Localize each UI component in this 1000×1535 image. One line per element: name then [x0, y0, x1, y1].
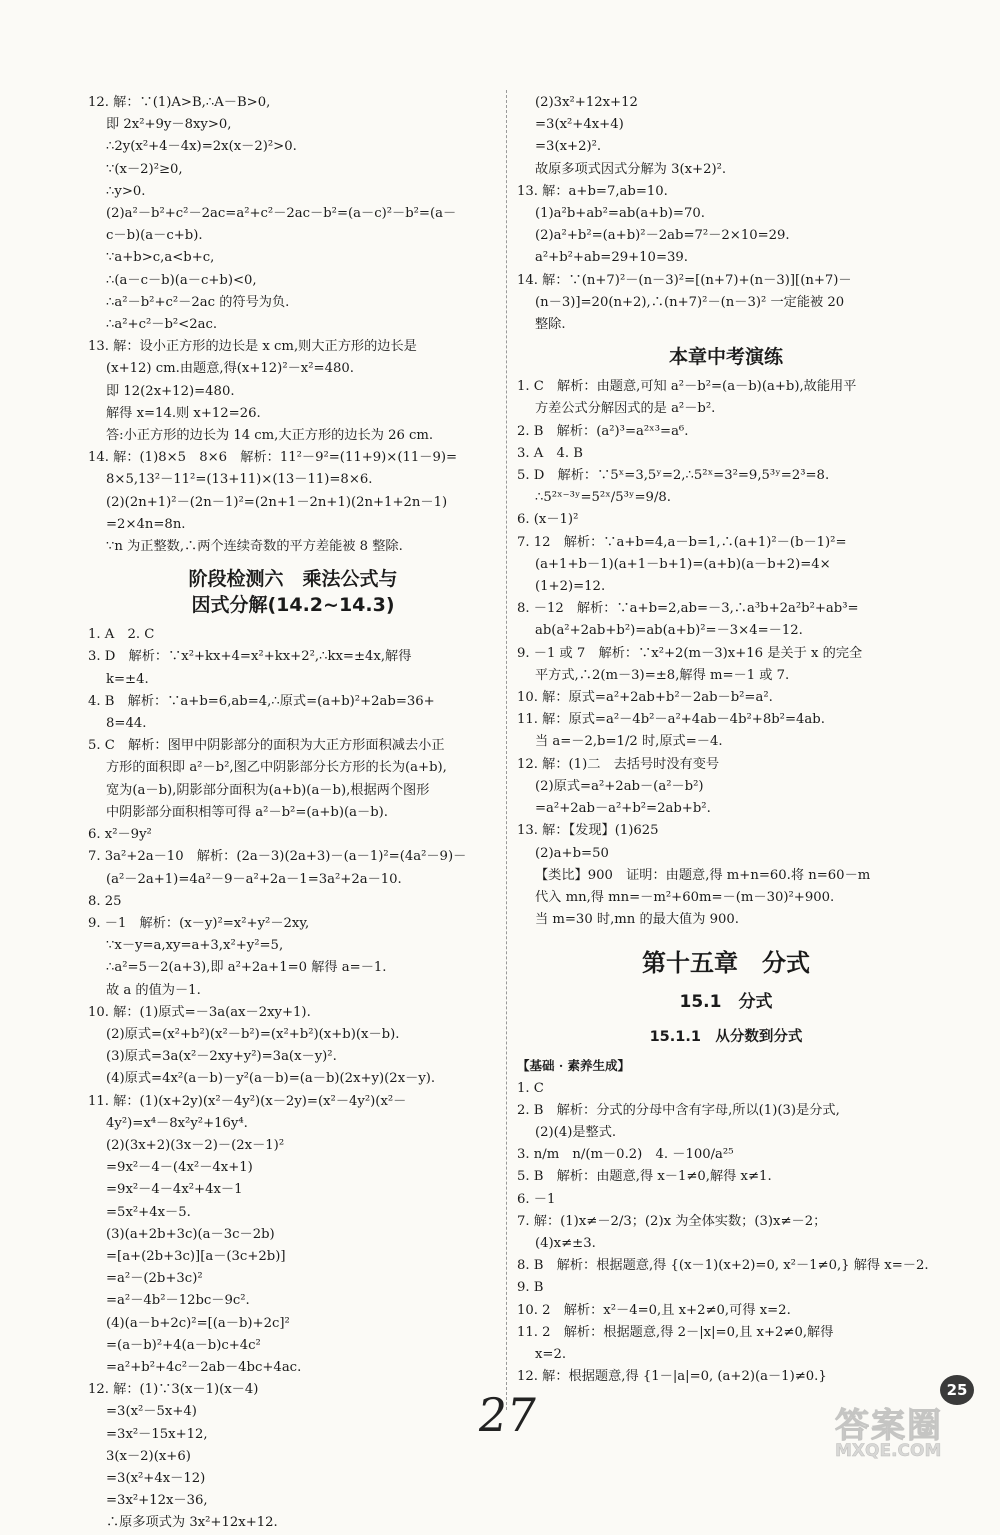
answer-line: a²+b²+ab=29+10=39.: [535, 250, 688, 266]
answer-line: =3x²+12x－36,: [106, 1493, 208, 1509]
answer-line: 9. B: [517, 1280, 544, 1296]
basic-skills-tag: 【基础 · 素养生成】: [517, 1058, 631, 1074]
answer-line: =3x²－15x+12,: [106, 1426, 208, 1442]
watermark-logo: 答案圈: [835, 1406, 943, 1446]
answer-line: 13. 解：设小正方形的边长是 x cm,则大正方形的边长是: [88, 339, 417, 355]
answer-line: =5x²+4x－5.: [106, 1204, 191, 1220]
answer-line: =a²－4b²－12bc－9c².: [106, 1293, 250, 1309]
answer-line: 9. －1 或 7 解析：∵x²+2(m－3)x+16 是关于 x 的完全: [517, 645, 863, 661]
answer-line: ∵x－y=a,xy=a+3,x²+y²=5,: [106, 938, 284, 954]
section-title-line-2: 因式分解(14.2~14.3): [191, 594, 395, 617]
answer-line: 故 a 的值为－1.: [106, 982, 201, 998]
answer-line: ab(a²+2ab+b²)=ab(a+b)²=－3×4=－12.: [535, 623, 803, 639]
answer-line: 3. D 解析：∵x²+kx+4=x²+kx+2²,∴kx=±4x,解得: [88, 649, 412, 665]
answer-line: (a²－2a+1)=4a²－9－a²+2a－1=3a²+2a－10.: [106, 871, 402, 887]
answer-line: (4)x≠±3.: [535, 1235, 596, 1251]
answer-line: 答:小正方形的边长为 14 cm,大正方形的边长为 26 cm.: [106, 428, 434, 444]
answer-line: 3. n/m n/(m－0.2) 4. －100/a²⁵: [517, 1147, 734, 1163]
column-divider: [506, 90, 507, 1410]
answer-line: 12. 解：(1)∵3(x－1)(x－4): [88, 1382, 259, 1398]
answer-line: ∴5²ˣ⁻³ʸ=5²ˣ/5³ʸ=9/8.: [535, 490, 671, 506]
answer-line: 即 2x²+9y－8xy>0,: [106, 117, 232, 133]
handwritten-page-number: 27: [474, 1388, 541, 1442]
answer-line: ∴(a－c－b)(a－c+b)<0,: [106, 272, 257, 288]
answer-line: =a²－(2b+3c)²: [106, 1271, 203, 1287]
left-answers-block-a: [88, 92, 498, 558]
right-answers-block-c: [517, 1078, 935, 1389]
answer-line: 解得 x=14.则 x+12=26.: [106, 405, 261, 421]
answer-line: 13. 解：a+b=7,ab=10.: [517, 183, 668, 199]
answer-line: 6. －1: [517, 1191, 556, 1207]
answer-line: ∴y>0.: [106, 183, 146, 199]
answer-line: (2)(2n+1)²－(2n－1)²=(2n+1－2n+1)(2n+1+2n－1): [106, 494, 448, 510]
answer-line: 12. 解：∵(1)A>B,∴A－B>0,: [88, 95, 271, 110]
answer-line: 10. 解：原式=a²+2ab+b²－2ab－b²=a².: [517, 690, 773, 706]
answer-line: =3(x²+4x+4): [535, 117, 624, 133]
sub-subsection-title: 15.1.1 从分数到分式: [649, 1029, 803, 1046]
answer-line: =(a－b)²+4(a－b)c+4c²: [106, 1337, 261, 1353]
answer-line: 中阴影部分面积相等可得 a²－b²=(a+b)(a－b).: [106, 804, 388, 820]
answer-line: =3(x²－5x+4): [106, 1404, 197, 1420]
answer-line: 11. 解：原式=a²－4b²－a²+4ab－4b²+8b²=4ab.: [517, 712, 825, 728]
left-column: [88, 92, 498, 1535]
answer-line: =2×4n=8n.: [106, 516, 186, 532]
answer-line: 4y²)=x⁴－8x²y²+16y⁴.: [106, 1115, 248, 1131]
answer-line: 10. 2 解析：x²－4=0,且 x+2≠0,可得 x=2.: [517, 1302, 791, 1318]
left-answers-block-b: [88, 624, 498, 1534]
answer-line: 3. A 4. B: [517, 445, 583, 461]
answer-line: 2. B 解析：分式的分母中含有字母,所以(1)(3)是分式,: [517, 1102, 840, 1118]
answer-line: =3(x²+4x－12): [106, 1470, 206, 1486]
right-answers-block-a: [517, 92, 935, 336]
answer-line: (x+12) cm.由题意,得(x+12)²－x²=480.: [106, 361, 354, 377]
answer-line: 宽为(a－b),阴影部分面积为(a+b)(a－b),根据两个图形: [106, 782, 430, 798]
answer-line: =9x²－4－4x²+4x－1: [106, 1182, 243, 1198]
answer-line: (2)(3x+2)(3x－2)－(2x－1)²: [106, 1137, 285, 1153]
answer-line: 即 12(2x+12)=480.: [106, 383, 235, 399]
answer-line: 12. 解：根据题意,得 {1－|a|=0, (a+2)(a－1)≠0.}: [517, 1369, 827, 1385]
answer-line: x=2.: [535, 1346, 567, 1362]
answer-line: 5. B 解析：由题意,得 x－1≠0,解得 x≠1.: [517, 1169, 772, 1185]
answer-line: 9. －1 解析：(x－y)²=x²+y²－2xy,: [88, 915, 310, 931]
answer-line: (4)(a－b+2c)²=[(a－b)+2c]²: [106, 1315, 290, 1331]
answer-line: 1. C 解析：由题意,可知 a²－b²=(a－b)(a+b),故能用平: [517, 379, 857, 395]
answer-line: 8×5,13²－11²=(13+11)×(13－11)=8×6.: [106, 472, 373, 488]
answer-line: =3(x+2)².: [535, 139, 602, 155]
answer-line: =a²+b²+4c²－2ab－4bc+4ac.: [106, 1359, 302, 1375]
answer-line: 8. －12 解析：∵a+b=2,ab=－3,∴a³b+2a²b²+ab³=: [517, 601, 859, 617]
answer-line: 当 a=－2,b=1/2 时,原式=－4.: [535, 734, 723, 750]
section-title-stage-test-6: [88, 566, 498, 618]
answer-line: (2)a+b=50: [535, 845, 609, 861]
right-column: [517, 92, 935, 1388]
answer-line: 13. 解：【发现】(1)625: [517, 823, 659, 839]
answer-line: (1)a²b+ab²=ab(a+b)=70.: [535, 206, 705, 222]
answer-line: (2)原式=(x²+b²)(x²－b²)=(x²+b²)(x+b)(x－b).: [106, 1026, 400, 1042]
answer-line: ∴2y(x²+4－4x)=2x(x－2)²>0.: [106, 139, 297, 155]
answer-line: =9x²－4－(4x²－4x+1): [106, 1160, 253, 1176]
answer-line: k=±4.: [106, 671, 149, 687]
answer-line: 10. 解：(1)原式=－3a(ax－2xy+1).: [88, 1004, 311, 1020]
answer-line: (2)原式=a²+2ab－(a²－b²): [535, 778, 704, 794]
answer-line: (3)原式=3a(x²－2xy+y²)=3a(x－y)².: [106, 1049, 337, 1065]
answer-line: 平方式,∴2(m－3)=±8,解得 m=－1 或 7.: [535, 667, 790, 683]
answer-line: 当 m=30 时,mn 的最大值为 900.: [535, 912, 739, 928]
chapter-title: 第十五章 分式: [642, 949, 810, 978]
answer-line: 8. 25: [88, 893, 122, 909]
answer-line: 7. 12 解析：∵a+b=4,a－b=1,∴(a+1)²－(b－1)²=: [517, 534, 847, 550]
answer-line: (a+1+b－1)(a+1－b+1)=(a+b)(a－b+2)=4×: [535, 556, 831, 572]
right-answers-block-b: [517, 376, 935, 931]
answer-line: ∴a²=5－2(a+3),即 a²+2a+1=0 解得 a=－1.: [106, 960, 387, 976]
answer-line: 8=44.: [106, 716, 147, 732]
watermark-url: MXQE.COM: [835, 1441, 942, 1461]
answer-line: (2)a²－b²+c²－2ac=a²+c²－2ac－b²=(a－c)²－b²=(a－: [106, 206, 457, 222]
answer-line: (1+2)=12.: [535, 579, 606, 595]
answer-line: 7. 3a²+2a－10 解析：(2a－3)(2a+3)－(a－1)²=(4a²－9)－: [88, 849, 467, 865]
answer-line: ∴a²+c²－b²<2ac.: [106, 317, 218, 333]
answer-line: (4)原式=4x²(a－b)－y²(a－b)=(a－b)(2x+y)(2x－y).: [106, 1071, 436, 1087]
subsection-title: 15.1 分式: [679, 992, 773, 1013]
answer-line: (3)(a+2b+3c)(a－3c－2b): [106, 1226, 275, 1242]
answer-line: 6. x²－9y²: [88, 827, 152, 843]
answer-line: 方差公式分解因式的是 a²－b².: [535, 401, 716, 417]
answer-line: 方形的面积即 a²－b²,图乙中阴影部分长方形的长为(a+b),: [106, 760, 447, 776]
answer-line: 故原多项式因式分解为 3(x+2)².: [535, 161, 727, 177]
answer-line: 代入 mn,得 mn=－m²+60m=－(m－30)²+900.: [535, 889, 835, 905]
answer-line: ∵a+b>c,a<b+c,: [106, 250, 215, 266]
answer-line: (2)a²+b²=(a+b)²－2ab=7²－2×10=29.: [535, 228, 790, 244]
watermark: [835, 1398, 985, 1460]
answer-line: ∵n 为正整数,∴两个连续奇数的平方差能被 8 整除.: [106, 539, 403, 555]
answer-line: 1. A 2. C: [88, 627, 155, 643]
answer-line: 5. C 解析：图甲中阴影部分的面积为大正方形面积减去小正: [88, 738, 445, 754]
answer-line: 4. B 解析：∵a+b=6,ab=4,∴原式=(a+b)²+2ab=36+: [88, 693, 435, 709]
answer-line: =[a+(2b+3c)][a－(3c+2b)]: [106, 1248, 286, 1264]
section-title-line-1: 阶段检测六 乘法公式与: [188, 568, 398, 591]
answer-line: (2)3x²+12x+12: [535, 95, 638, 110]
answer-line: 6. (x－1)²: [517, 512, 579, 528]
answer-line: ∴a²－b²+c²－2ac 的符号为负.: [106, 294, 290, 310]
answer-line: c－b)(a－c+b).: [106, 228, 203, 244]
answer-line: 整除.: [535, 317, 566, 333]
answer-line: 8. B 解析：根据题意,得 {(x－1)(x+2)=0, x²－1≠0,} 解得 x=－2.: [517, 1258, 929, 1274]
answer-line: 12. 解：(1)二 去括号时没有变号: [517, 756, 720, 772]
answer-line: 14. 解：(1)8×5 8×6 解析：11²－9²=(11+9)×(11－9)=: [88, 450, 458, 466]
answer-line: (2)(4)是整式.: [535, 1124, 617, 1140]
answer-line: 5. D 解析：∵5ˣ=3,5ʸ=2,∴5²ˣ=3²=9,5³ʸ=2³=8.: [517, 468, 830, 484]
section-title-chapter-exam-practice: 本章中考演练: [668, 346, 783, 369]
answer-line: 3(x－2)(x+6): [106, 1448, 191, 1464]
answer-line: 7. 解：(1)x≠－2/3；(2)x 为全体实数；(3)x≠－2；: [517, 1213, 827, 1229]
answer-line: =a²+2ab－a²+b²=2ab+b².: [535, 801, 711, 817]
answer-line: (n－3)]=20(n+2),∴(n+7)²－(n－3)² 一定能被 20: [535, 294, 845, 310]
answer-line: 11. 2 解析：根据题意,得 2－|x|=0,且 x+2≠0,解得: [517, 1324, 834, 1340]
answer-line: 2. B 解析：(a²)³=a²ˣ³=a⁶.: [517, 423, 689, 439]
answer-line: ∵(x－2)²≥0,: [106, 161, 183, 177]
answer-line: 14. 解：∵(n+7)²－(n－3)²=[(n+7)+(n－3)][(n+7)－: [517, 272, 852, 288]
answer-line: ∴原多项式为 3x²+12x+12.: [106, 1515, 278, 1531]
answer-line: 【类比】900 证明：由题意,得 m+n=60.将 n=60－m: [535, 867, 871, 883]
page-number-badge: 25: [940, 1375, 974, 1405]
answer-line: 11. 解：(1)(x+2y)(x²－4y²)(x－2y)=(x²－4y²)(x²－: [88, 1093, 407, 1109]
answer-line: 1. C: [517, 1080, 544, 1096]
